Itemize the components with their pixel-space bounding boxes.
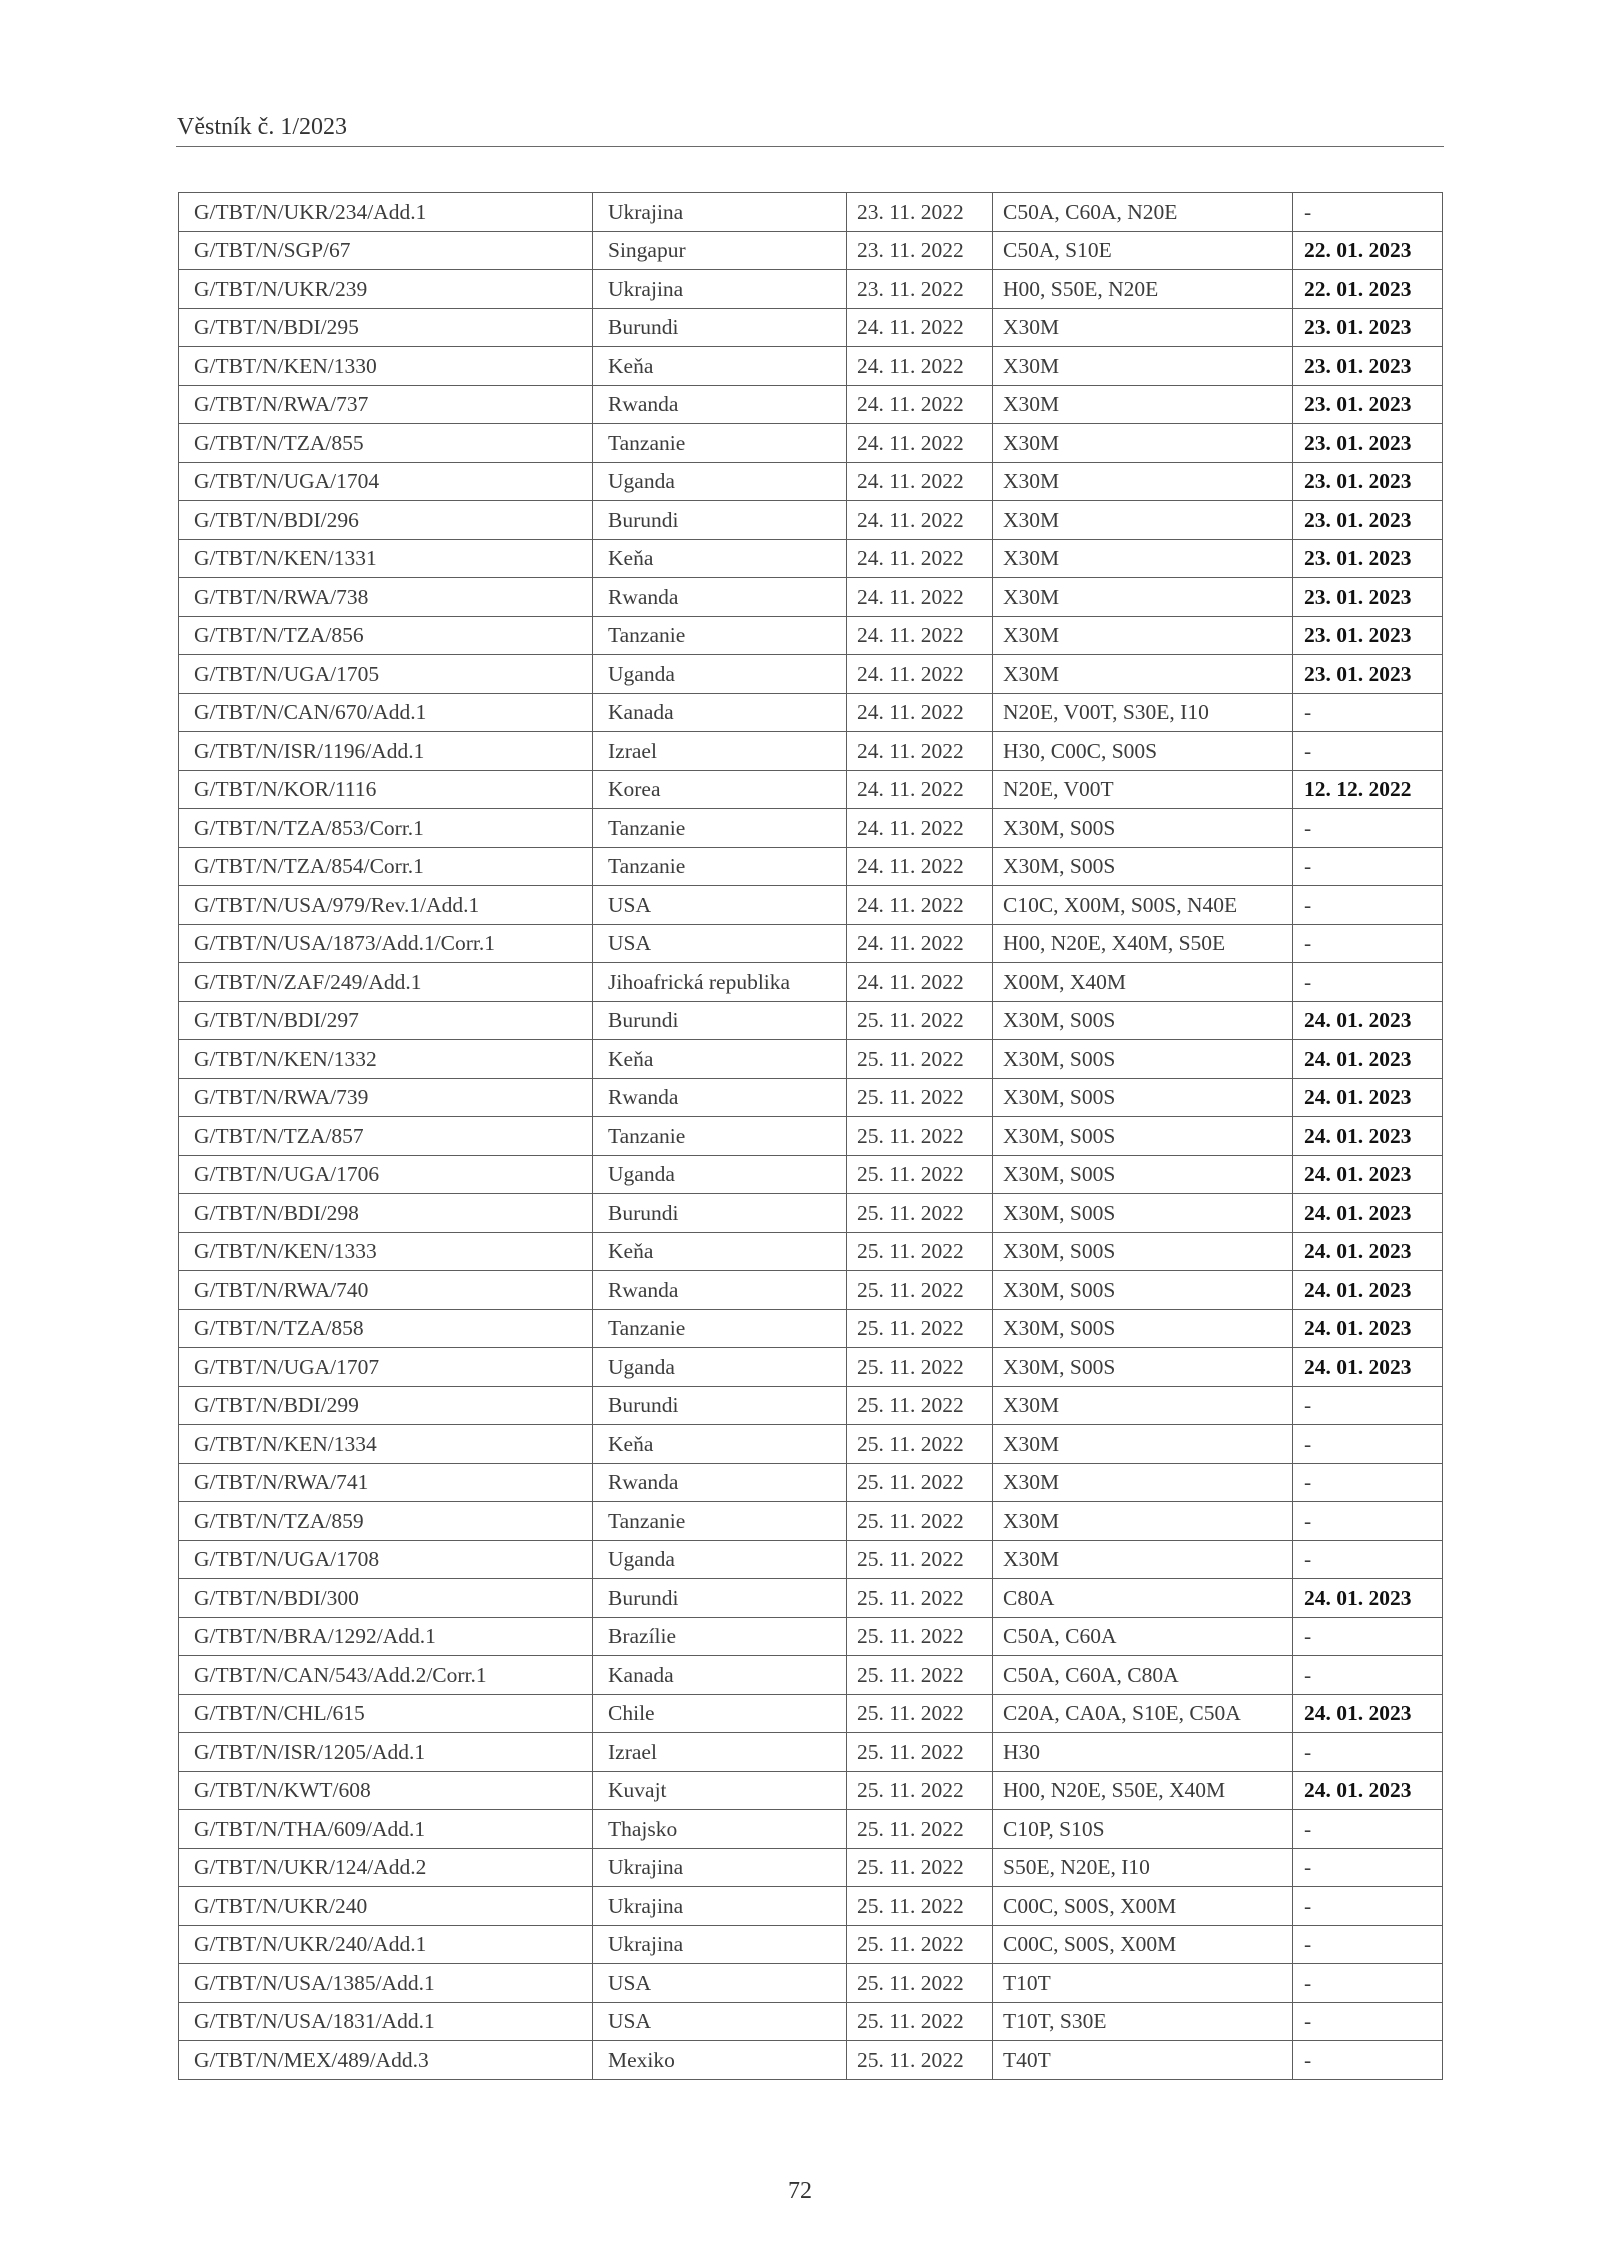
table-row <box>179 1848 1443 1887</box>
notification-ref-cell: G/TBT/N/BDI/300 <box>179 1579 593 1618</box>
comment-deadline-cell: - <box>1293 693 1443 732</box>
country-cell: Uganda <box>593 462 847 501</box>
notification-date-cell: 25. 11. 2022 <box>847 1155 993 1194</box>
notification-ref-cell: G/TBT/N/KEN/1332 <box>179 1040 593 1079</box>
country-cell: USA <box>593 1964 847 2003</box>
country-cell: Rwanda <box>593 1078 847 1117</box>
country-cell: Brazílie <box>593 1617 847 1656</box>
notification-ref-cell: G/TBT/N/RWA/738 <box>179 578 593 617</box>
country-cell: Singapur <box>593 231 847 270</box>
product-codes-cell: T40T <box>993 2041 1293 2080</box>
product-codes-cell: X30M <box>993 1463 1293 1502</box>
country-cell: Mexiko <box>593 2041 847 2080</box>
notification-date-cell: 23. 11. 2022 <box>847 231 993 270</box>
country-cell: USA <box>593 886 847 925</box>
notification-ref-cell: G/TBT/N/TZA/859 <box>179 1502 593 1541</box>
notification-ref-cell: G/TBT/N/UGA/1706 <box>179 1155 593 1194</box>
country-cell: Korea <box>593 770 847 809</box>
table-row <box>179 1078 1443 1117</box>
notification-date-cell: 25. 11. 2022 <box>847 1617 993 1656</box>
comment-deadline-cell: 23. 01. 2023 <box>1293 462 1443 501</box>
table-row <box>179 1001 1443 1040</box>
notification-ref-cell: G/TBT/N/CHL/615 <box>179 1694 593 1733</box>
table-row <box>179 193 1443 232</box>
notification-ref-cell: G/TBT/N/USA/1385/Add.1 <box>179 1964 593 2003</box>
product-codes-cell: H30 <box>993 1733 1293 1772</box>
comment-deadline-cell: 23. 01. 2023 <box>1293 655 1443 694</box>
product-codes-cell: X30M <box>993 1425 1293 1464</box>
notification-date-cell: 24. 11. 2022 <box>847 963 993 1002</box>
table-row <box>179 1463 1443 1502</box>
table-row <box>179 1386 1443 1425</box>
comment-deadline-cell: - <box>1293 2002 1443 2041</box>
table-row <box>179 1694 1443 1733</box>
country-cell: Izrael <box>593 732 847 771</box>
product-codes-cell: T10T <box>993 1964 1293 2003</box>
table-row <box>179 1733 1443 1772</box>
table-row <box>179 501 1443 540</box>
country-cell: Burundi <box>593 308 847 347</box>
comment-deadline-cell: - <box>1293 1425 1443 1464</box>
country-cell: Uganda <box>593 1348 847 1387</box>
product-codes-cell: X30M <box>993 385 1293 424</box>
notification-date-cell: 24. 11. 2022 <box>847 385 993 424</box>
product-codes-cell: S50E, N20E, I10 <box>993 1848 1293 1887</box>
notification-ref-cell: G/TBT/N/USA/979/Rev.1/Add.1 <box>179 886 593 925</box>
product-codes-cell: C50A, C60A <box>993 1617 1293 1656</box>
comment-deadline-cell: - <box>1293 847 1443 886</box>
notification-date-cell: 24. 11. 2022 <box>847 847 993 886</box>
notification-date-cell: 24. 11. 2022 <box>847 924 993 963</box>
country-cell: Ukrajina <box>593 193 847 232</box>
table-row <box>179 924 1443 963</box>
table-row <box>179 2002 1443 2041</box>
comment-deadline-cell: - <box>1293 1386 1443 1425</box>
table-row <box>179 1810 1443 1849</box>
notification-ref-cell: G/TBT/N/TZA/857 <box>179 1117 593 1156</box>
table-row <box>179 963 1443 1002</box>
comment-deadline-cell: - <box>1293 809 1443 848</box>
notification-date-cell: 25. 11. 2022 <box>847 1656 993 1695</box>
country-cell: Jihoafrická republika <box>593 963 847 1002</box>
product-codes-cell: C50A, S10E <box>993 231 1293 270</box>
notification-date-cell: 25. 11. 2022 <box>847 1271 993 1310</box>
country-cell: Burundi <box>593 1194 847 1233</box>
comment-deadline-cell: 22. 01. 2023 <box>1293 270 1443 309</box>
country-cell: Uganda <box>593 1540 847 1579</box>
notification-ref-cell: G/TBT/N/KWT/608 <box>179 1771 593 1810</box>
notification-date-cell: 25. 11. 2022 <box>847 2002 993 2041</box>
notification-ref-cell: G/TBT/N/UGA/1704 <box>179 462 593 501</box>
comment-deadline-cell: 24. 01. 2023 <box>1293 1155 1443 1194</box>
table-row <box>179 655 1443 694</box>
bulletin-title: Věstník č. 1/2023 <box>177 114 347 140</box>
country-cell: Rwanda <box>593 1463 847 1502</box>
country-cell: USA <box>593 924 847 963</box>
comment-deadline-cell: - <box>1293 2041 1443 2080</box>
comment-deadline-cell: - <box>1293 1887 1443 1926</box>
comment-deadline-cell: 23. 01. 2023 <box>1293 385 1443 424</box>
notification-date-cell: 25. 11. 2022 <box>847 1540 993 1579</box>
product-codes-cell: C10C, X00M, S00S, N40E <box>993 886 1293 925</box>
country-cell: Ukrajina <box>593 1925 847 1964</box>
notification-ref-cell: G/TBT/N/RWA/737 <box>179 385 593 424</box>
comment-deadline-cell: - <box>1293 1540 1443 1579</box>
notification-ref-cell: G/TBT/N/KOR/1116 <box>179 770 593 809</box>
notification-ref-cell: G/TBT/N/TZA/855 <box>179 424 593 463</box>
notification-date-cell: 23. 11. 2022 <box>847 193 993 232</box>
product-codes-cell: C10P, S10S <box>993 1810 1293 1849</box>
notification-ref-cell: G/TBT/N/BDI/297 <box>179 1001 593 1040</box>
notification-date-cell: 24. 11. 2022 <box>847 347 993 386</box>
product-codes-cell: H00, N20E, X40M, S50E <box>993 924 1293 963</box>
country-cell: Thajsko <box>593 1810 847 1849</box>
notification-ref-cell: G/TBT/N/BDI/296 <box>179 501 593 540</box>
notification-ref-cell: G/TBT/N/CAN/670/Add.1 <box>179 693 593 732</box>
notification-date-cell: 24. 11. 2022 <box>847 501 993 540</box>
table-row <box>179 1925 1443 1964</box>
table-row <box>179 308 1443 347</box>
comment-deadline-cell: 24. 01. 2023 <box>1293 1309 1443 1348</box>
notification-date-cell: 24. 11. 2022 <box>847 424 993 463</box>
comment-deadline-cell: 24. 01. 2023 <box>1293 1348 1443 1387</box>
comment-deadline-cell: - <box>1293 924 1443 963</box>
table-row <box>179 347 1443 386</box>
notification-ref-cell: G/TBT/N/BRA/1292/Add.1 <box>179 1617 593 1656</box>
table-row <box>179 1348 1443 1387</box>
comment-deadline-cell: 24. 01. 2023 <box>1293 1001 1443 1040</box>
notification-date-cell: 25. 11. 2022 <box>847 1078 993 1117</box>
table-row <box>179 1117 1443 1156</box>
comment-deadline-cell: - <box>1293 1617 1443 1656</box>
product-codes-cell: X30M <box>993 1502 1293 1541</box>
country-cell: Rwanda <box>593 578 847 617</box>
notification-date-cell: 24. 11. 2022 <box>847 462 993 501</box>
notification-ref-cell: G/TBT/N/TZA/853/Corr.1 <box>179 809 593 848</box>
notification-ref-cell: G/TBT/N/UGA/1708 <box>179 1540 593 1579</box>
table-row <box>179 770 1443 809</box>
country-cell: USA <box>593 2002 847 2041</box>
product-codes-cell: N20E, V00T, S30E, I10 <box>993 693 1293 732</box>
notification-date-cell: 25. 11. 2022 <box>847 1386 993 1425</box>
notification-date-cell: 25. 11. 2022 <box>847 1040 993 1079</box>
product-codes-cell: X30M, S00S <box>993 809 1293 848</box>
table-row <box>179 539 1443 578</box>
product-codes-cell: X30M <box>993 308 1293 347</box>
product-codes-cell: N20E, V00T <box>993 770 1293 809</box>
notification-ref-cell: G/TBT/N/BDI/295 <box>179 308 593 347</box>
product-codes-cell: C80A <box>993 1579 1293 1618</box>
notification-ref-cell: G/TBT/N/KEN/1331 <box>179 539 593 578</box>
comment-deadline-cell: 23. 01. 2023 <box>1293 308 1443 347</box>
comment-deadline-cell: 24. 01. 2023 <box>1293 1579 1443 1618</box>
comment-deadline-cell: 24. 01. 2023 <box>1293 1694 1443 1733</box>
notification-date-cell: 25. 11. 2022 <box>847 1810 993 1849</box>
table-row <box>179 578 1443 617</box>
product-codes-cell: C00C, S00S, X00M <box>993 1887 1293 1926</box>
product-codes-cell: X30M <box>993 655 1293 694</box>
product-codes-cell: X30M, S00S <box>993 1194 1293 1233</box>
table-row <box>179 809 1443 848</box>
product-codes-cell: X30M, S00S <box>993 1232 1293 1271</box>
notification-date-cell: 25. 11. 2022 <box>847 1887 993 1926</box>
product-codes-cell: C50A, C60A, C80A <box>993 1656 1293 1695</box>
table-row <box>179 1579 1443 1618</box>
country-cell: Tanzanie <box>593 1309 847 1348</box>
comment-deadline-cell: 24. 01. 2023 <box>1293 1271 1443 1310</box>
notification-ref-cell: G/TBT/N/BDI/299 <box>179 1386 593 1425</box>
table-row <box>179 693 1443 732</box>
table-row <box>179 2041 1443 2080</box>
country-cell: Tanzanie <box>593 1117 847 1156</box>
comment-deadline-cell: 24. 01. 2023 <box>1293 1078 1443 1117</box>
table-row <box>179 1771 1443 1810</box>
comment-deadline-cell: - <box>1293 1925 1443 1964</box>
table-row <box>179 1232 1443 1271</box>
product-codes-cell: H00, N20E, S50E, X40M <box>993 1771 1293 1810</box>
notification-date-cell: 25. 11. 2022 <box>847 1502 993 1541</box>
notification-ref-cell: G/TBT/N/TZA/854/Corr.1 <box>179 847 593 886</box>
notification-ref-cell: G/TBT/N/TZA/858 <box>179 1309 593 1348</box>
product-codes-cell: X30M, S00S <box>993 1040 1293 1079</box>
notification-date-cell: 25. 11. 2022 <box>847 1925 993 1964</box>
notification-ref-cell: G/TBT/N/USA/1873/Add.1/Corr.1 <box>179 924 593 963</box>
country-cell: Rwanda <box>593 1271 847 1310</box>
notification-date-cell: 24. 11. 2022 <box>847 655 993 694</box>
table-row <box>179 1502 1443 1541</box>
notification-date-cell: 24. 11. 2022 <box>847 770 993 809</box>
comment-deadline-cell: 24. 01. 2023 <box>1293 1117 1443 1156</box>
notification-ref-cell: G/TBT/N/UKR/124/Add.2 <box>179 1848 593 1887</box>
comment-deadline-cell: - <box>1293 193 1443 232</box>
notification-ref-cell: G/TBT/N/USA/1831/Add.1 <box>179 2002 593 2041</box>
comment-deadline-cell: - <box>1293 1656 1443 1695</box>
table-row <box>179 1540 1443 1579</box>
notification-date-cell: 24. 11. 2022 <box>847 539 993 578</box>
notification-date-cell: 25. 11. 2022 <box>847 1348 993 1387</box>
comment-deadline-cell: 23. 01. 2023 <box>1293 578 1443 617</box>
table-row <box>179 385 1443 424</box>
notification-date-cell: 25. 11. 2022 <box>847 1117 993 1156</box>
page-number: 72 <box>788 2178 812 2204</box>
table-row <box>179 1964 1443 2003</box>
notification-date-cell: 24. 11. 2022 <box>847 886 993 925</box>
notification-ref-cell: G/TBT/N/TZA/856 <box>179 616 593 655</box>
notification-ref-cell: G/TBT/N/THA/609/Add.1 <box>179 1810 593 1849</box>
notification-ref-cell: G/TBT/N/KEN/1333 <box>179 1232 593 1271</box>
notification-date-cell: 24. 11. 2022 <box>847 616 993 655</box>
country-cell: Tanzanie <box>593 1502 847 1541</box>
notification-ref-cell: G/TBT/N/ISR/1205/Add.1 <box>179 1733 593 1772</box>
country-cell: Tanzanie <box>593 809 847 848</box>
product-codes-cell: X30M <box>993 1540 1293 1579</box>
product-codes-cell: X30M <box>993 539 1293 578</box>
country-cell: Izrael <box>593 1733 847 1772</box>
notification-ref-cell: G/TBT/N/UGA/1705 <box>179 655 593 694</box>
table-row <box>179 270 1443 309</box>
table-row <box>179 1617 1443 1656</box>
notification-date-cell: 24. 11. 2022 <box>847 693 993 732</box>
comment-deadline-cell: - <box>1293 1848 1443 1887</box>
country-cell: Tanzanie <box>593 424 847 463</box>
product-codes-cell: X30M <box>993 501 1293 540</box>
country-cell: Ukrajina <box>593 270 847 309</box>
notification-date-cell: 25. 11. 2022 <box>847 1848 993 1887</box>
product-codes-cell: X30M, S00S <box>993 847 1293 886</box>
table-row <box>179 1155 1443 1194</box>
country-cell: Burundi <box>593 1579 847 1618</box>
product-codes-cell: X30M <box>993 616 1293 655</box>
country-cell: Kanada <box>593 1656 847 1695</box>
product-codes-cell: X30M <box>993 347 1293 386</box>
notification-date-cell: 23. 11. 2022 <box>847 270 993 309</box>
product-codes-cell: T10T, S30E <box>993 2002 1293 2041</box>
comment-deadline-cell: - <box>1293 963 1443 1002</box>
table-row <box>179 231 1443 270</box>
notification-ref-cell: G/TBT/N/ZAF/249/Add.1 <box>179 963 593 1002</box>
notification-ref-cell: G/TBT/N/UKR/240 <box>179 1887 593 1926</box>
table-row <box>179 424 1443 463</box>
comment-deadline-cell: - <box>1293 1463 1443 1502</box>
product-codes-cell: X30M, S00S <box>993 1348 1293 1387</box>
country-cell: Keňa <box>593 539 847 578</box>
notification-date-cell: 25. 11. 2022 <box>847 1771 993 1810</box>
comment-deadline-cell: - <box>1293 732 1443 771</box>
table-row <box>179 1425 1443 1464</box>
product-codes-cell: X00M, X40M <box>993 963 1293 1002</box>
comment-deadline-cell: 23. 01. 2023 <box>1293 616 1443 655</box>
notification-ref-cell: G/TBT/N/MEX/489/Add.3 <box>179 2041 593 2080</box>
notification-date-cell: 25. 11. 2022 <box>847 1001 993 1040</box>
table-row <box>179 462 1443 501</box>
country-cell: Kuvajt <box>593 1771 847 1810</box>
comment-deadline-cell: 24. 01. 2023 <box>1293 1040 1443 1079</box>
country-cell: Tanzanie <box>593 847 847 886</box>
table-body <box>179 193 1443 2080</box>
table-row <box>179 1194 1443 1233</box>
notification-date-cell: 25. 11. 2022 <box>847 1964 993 2003</box>
comment-deadline-cell: - <box>1293 886 1443 925</box>
product-codes-cell: X30M <box>993 424 1293 463</box>
product-codes-cell: X30M <box>993 578 1293 617</box>
notification-date-cell: 25. 11. 2022 <box>847 1579 993 1618</box>
country-cell: Keňa <box>593 347 847 386</box>
country-cell: Kanada <box>593 693 847 732</box>
notification-date-cell: 25. 11. 2022 <box>847 1232 993 1271</box>
table-row <box>179 847 1443 886</box>
product-codes-cell: C50A, C60A, N20E <box>993 193 1293 232</box>
notification-ref-cell: G/TBT/N/SGP/67 <box>179 231 593 270</box>
comment-deadline-cell: 12. 12. 2022 <box>1293 770 1443 809</box>
country-cell: Burundi <box>593 1001 847 1040</box>
notification-date-cell: 25. 11. 2022 <box>847 1463 993 1502</box>
comment-deadline-cell: 23. 01. 2023 <box>1293 424 1443 463</box>
notification-ref-cell: G/TBT/N/UGA/1707 <box>179 1348 593 1387</box>
comment-deadline-cell: - <box>1293 1964 1443 2003</box>
product-codes-cell: X30M, S00S <box>993 1309 1293 1348</box>
country-cell: Chile <box>593 1694 847 1733</box>
notification-ref-cell: G/TBT/N/CAN/543/Add.2/Corr.1 <box>179 1656 593 1695</box>
comment-deadline-cell: 22. 01. 2023 <box>1293 231 1443 270</box>
notification-ref-cell: G/TBT/N/RWA/740 <box>179 1271 593 1310</box>
product-codes-cell: X30M, S00S <box>993 1001 1293 1040</box>
notification-ref-cell: G/TBT/N/UKR/240/Add.1 <box>179 1925 593 1964</box>
table-row <box>179 1309 1443 1348</box>
page-header <box>176 112 1444 147</box>
country-cell: Burundi <box>593 1386 847 1425</box>
table-row <box>179 616 1443 655</box>
table-row <box>179 732 1443 771</box>
country-cell: Uganda <box>593 1155 847 1194</box>
notification-date-cell: 25. 11. 2022 <box>847 1733 993 1772</box>
notification-date-cell: 24. 11. 2022 <box>847 732 993 771</box>
table-row <box>179 1040 1443 1079</box>
notification-date-cell: 25. 11. 2022 <box>847 1309 993 1348</box>
country-cell: Keňa <box>593 1232 847 1271</box>
country-cell: Tanzanie <box>593 616 847 655</box>
notification-ref-cell: G/TBT/N/KEN/1334 <box>179 1425 593 1464</box>
country-cell: Uganda <box>593 655 847 694</box>
table-row <box>179 886 1443 925</box>
notification-date-cell: 25. 11. 2022 <box>847 1694 993 1733</box>
notification-ref-cell: G/TBT/N/UKR/239 <box>179 270 593 309</box>
product-codes-cell: X30M, S00S <box>993 1117 1293 1156</box>
notification-date-cell: 24. 11. 2022 <box>847 308 993 347</box>
comment-deadline-cell: 23. 01. 2023 <box>1293 501 1443 540</box>
table-row <box>179 1271 1443 1310</box>
comment-deadline-cell: 24. 01. 2023 <box>1293 1771 1443 1810</box>
country-cell: Keňa <box>593 1040 847 1079</box>
notification-date-cell: 25. 11. 2022 <box>847 1425 993 1464</box>
country-cell: Keňa <box>593 1425 847 1464</box>
notification-date-cell: 24. 11. 2022 <box>847 578 993 617</box>
notification-ref-cell: G/TBT/N/RWA/741 <box>179 1463 593 1502</box>
product-codes-cell: X30M <box>993 1386 1293 1425</box>
product-codes-cell: C00C, S00S, X00M <box>993 1925 1293 1964</box>
product-codes-cell: X30M, S00S <box>993 1155 1293 1194</box>
country-cell: Burundi <box>593 501 847 540</box>
notification-ref-cell: G/TBT/N/KEN/1330 <box>179 347 593 386</box>
notification-date-cell: 25. 11. 2022 <box>847 1194 993 1233</box>
notifications-table <box>178 192 1443 2080</box>
comment-deadline-cell: 24. 01. 2023 <box>1293 1232 1443 1271</box>
notification-date-cell: 25. 11. 2022 <box>847 2041 993 2080</box>
comment-deadline-cell: - <box>1293 1810 1443 1849</box>
comment-deadline-cell: 23. 01. 2023 <box>1293 347 1443 386</box>
product-codes-cell: H30, C00C, S00S <box>993 732 1293 771</box>
product-codes-cell: C20A, CA0A, S10E, C50A <box>993 1694 1293 1733</box>
notification-ref-cell: G/TBT/N/RWA/739 <box>179 1078 593 1117</box>
notification-ref-cell: G/TBT/N/ISR/1196/Add.1 <box>179 732 593 771</box>
notification-ref-cell: G/TBT/N/BDI/298 <box>179 1194 593 1233</box>
comment-deadline-cell: - <box>1293 1733 1443 1772</box>
product-codes-cell: X30M, S00S <box>993 1271 1293 1310</box>
comment-deadline-cell: 23. 01. 2023 <box>1293 539 1443 578</box>
table-row <box>179 1656 1443 1695</box>
table-row <box>179 1887 1443 1926</box>
country-cell: Ukrajina <box>593 1887 847 1926</box>
product-codes-cell: H00, S50E, N20E <box>993 270 1293 309</box>
product-codes-cell: X30M <box>993 462 1293 501</box>
country-cell: Rwanda <box>593 385 847 424</box>
product-codes-cell: X30M, S00S <box>993 1078 1293 1117</box>
notification-ref-cell: G/TBT/N/UKR/234/Add.1 <box>179 193 593 232</box>
country-cell: Ukrajina <box>593 1848 847 1887</box>
notification-date-cell: 24. 11. 2022 <box>847 809 993 848</box>
comment-deadline-cell: - <box>1293 1502 1443 1541</box>
comment-deadline-cell: 24. 01. 2023 <box>1293 1194 1443 1233</box>
